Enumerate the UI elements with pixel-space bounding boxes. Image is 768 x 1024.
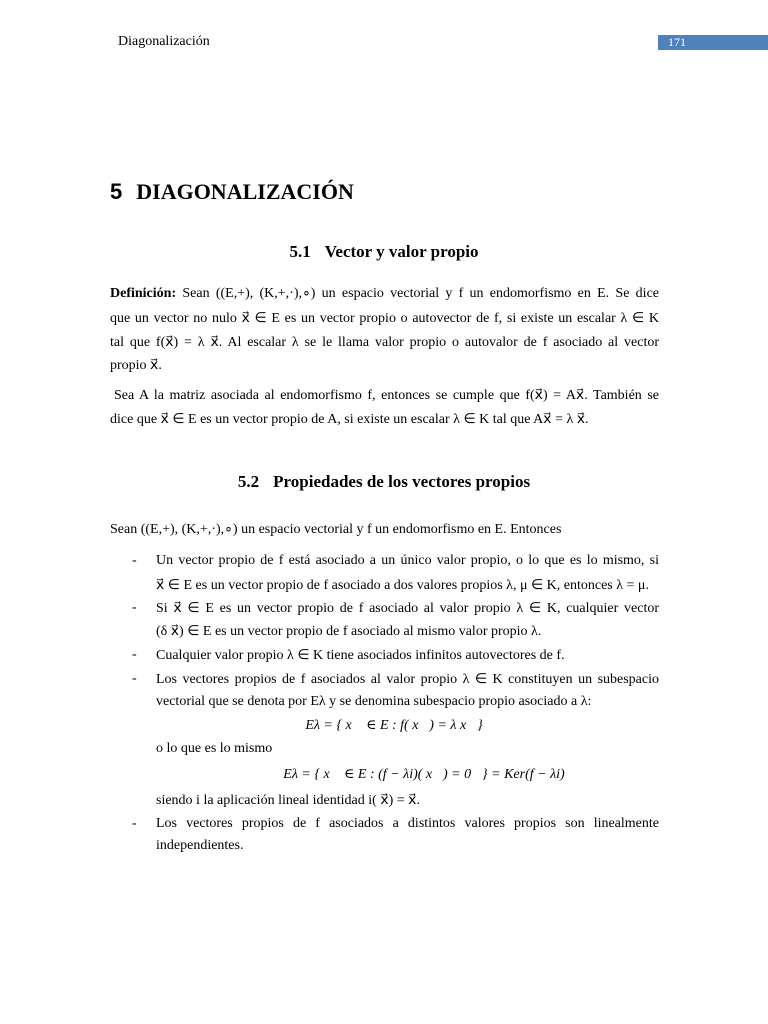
section-title: Propiedades de los vectores propios [273, 472, 531, 491]
bullet-dash: - [132, 553, 137, 568]
paragraph-line: dice que x⃗ ∈ E es un vector propio de A, si existe un escalar λ ∈ K tal que Ax⃗ = λ x⃗. [110, 412, 589, 427]
section-intro: Sean ((E,+), (K,+,·),∘) un espacio vectorial y f un endomorfismo en E. Entonces [110, 522, 562, 537]
list-item-line: independientes. [156, 838, 244, 853]
definition-line: que un vector no nulo x⃗ ∈ E es un vector propio o autovector de f, si existe un escalar λ ∈ K [110, 311, 659, 326]
definition-line: propio x⃗. [110, 358, 162, 373]
chapter-heading [110, 179, 354, 205]
bullet-dash: - [132, 671, 137, 686]
equation-kernel: Eλ = { x⃗ ∈ E : (f − λi)( x⃗) = 0⃗} = Ker(f − λi) [283, 767, 565, 782]
list-item-line: Los vectores propios de f asociados al valor propio λ ∈ K constituyen un subespacio [156, 672, 659, 687]
chapter-title: DIAGONALIZACIÓN [136, 179, 354, 204]
section-number: 5.1 [289, 242, 311, 261]
list-item-line: Un vector propio de f está asociado a un único valor propio, o lo que es lo mismo, si [156, 553, 659, 568]
chapter-number: 5 [110, 179, 123, 204]
bullet-dash: - [132, 816, 137, 831]
section-number: 5.2 [237, 472, 260, 491]
paragraph-line: Sea A la matriz asociada al endomorfismo f, entonces se cumple que f(x⃗) = Ax⃗. También se [114, 388, 659, 403]
bullet-dash: - [132, 647, 137, 662]
section-heading-1 [0, 242, 768, 262]
equation-eigenspace: Eλ = { x⃗ ∈ E : f( x⃗) = λ x⃗} [305, 718, 483, 733]
page-number-badge [658, 35, 768, 50]
definition-line [110, 285, 659, 302]
section-title: Vector y valor propio [324, 242, 479, 261]
list-item-line: siendo i la aplicación lineal identidad i( x⃗) = x⃗. [156, 793, 420, 808]
definition-text: Sean ((E,+), (K,+,·),∘) un espacio vectorial y f un endomorfismo en E. Se dice [182, 286, 659, 301]
page-number: 171 [668, 35, 686, 49]
list-item-line: x⃗ ∈ E es un vector propio de f asociado a dos valores propios λ, μ ∈ K, entonces λ = μ. [156, 578, 649, 593]
list-item-line: Los vectores propios de f asociados a distintos valores propios son linealmente [156, 816, 659, 831]
bullet-dash: - [132, 600, 137, 615]
definition-label: Definición: [110, 286, 177, 301]
running-header-title: Diagonalización [118, 34, 210, 49]
list-item-line: Si x⃗ ∈ E es un vector propio de f asociado al valor propio λ ∈ K, cualquier vector [156, 601, 659, 616]
list-item-line: o lo que es lo mismo [156, 741, 273, 756]
section-heading-2 [0, 472, 768, 492]
definition-line: tal que f(x⃗) = λ x⃗. Al escalar λ se le llama valor propio o autovalor de f asociado al vector [110, 335, 659, 350]
list-item-line: vectorial que se denota por Eλ y se denomina subespacio propio asociado a λ: [156, 694, 592, 709]
list-item-line: Cualquier valor propio λ ∈ K tiene asociados infinitos autovectores de f. [156, 648, 565, 663]
list-item-line: (δ x⃗) ∈ E es un vector propio de f asociado al mismo valor propio λ. [156, 624, 542, 639]
